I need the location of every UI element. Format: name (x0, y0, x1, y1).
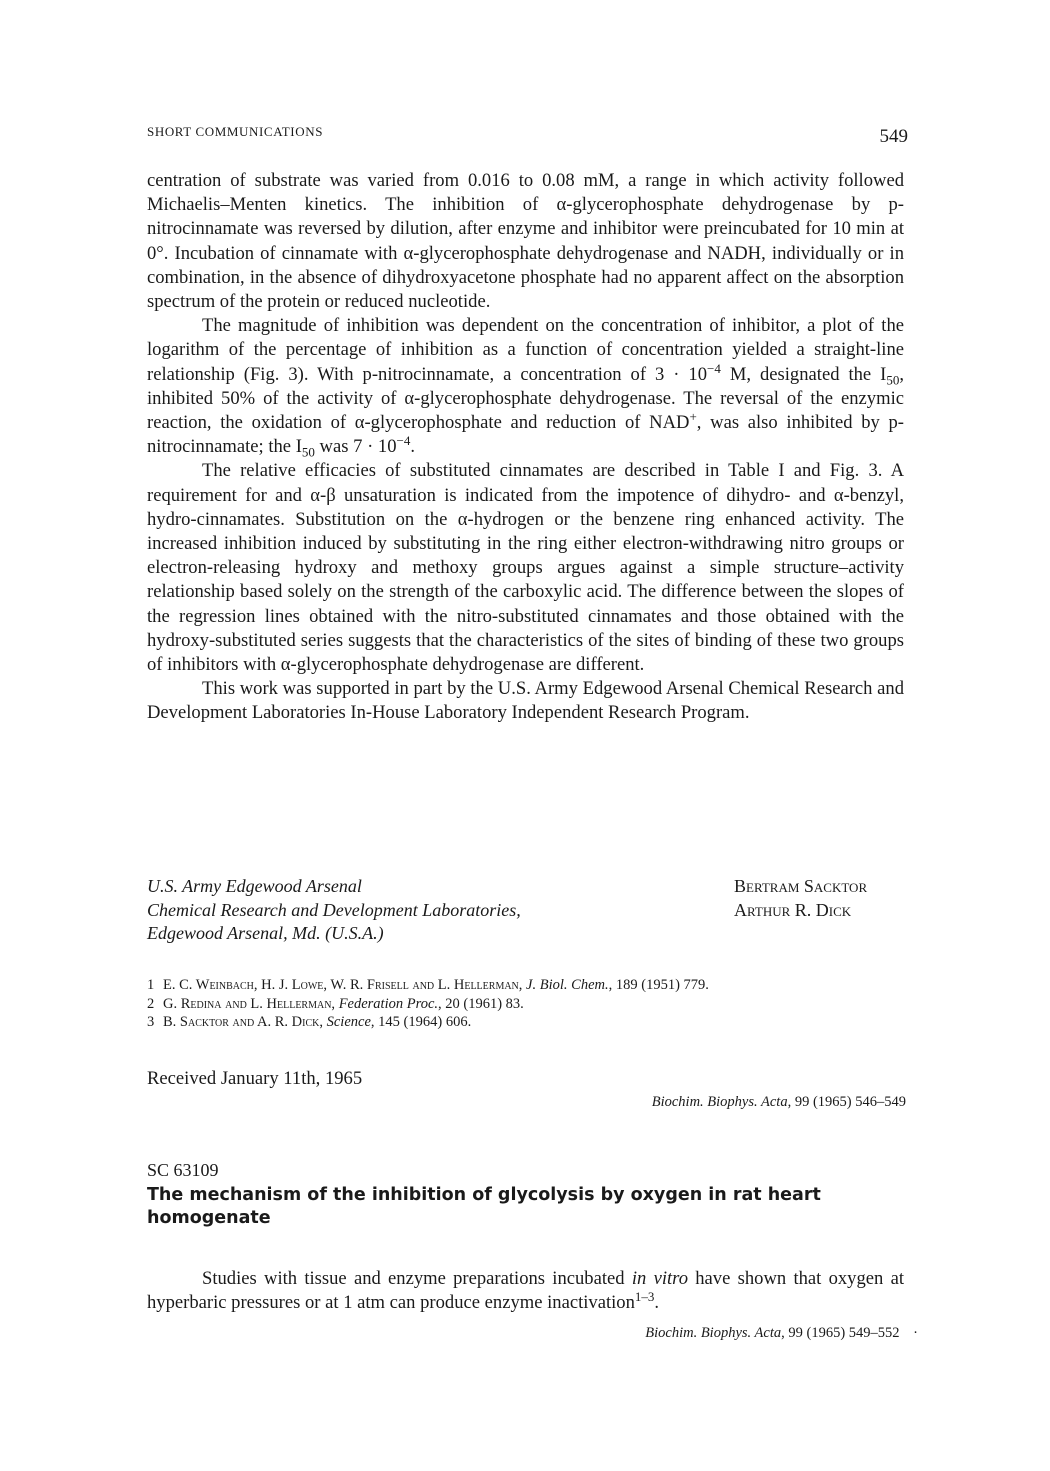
paragraph-1: centration of substrate was varied from 0.016 to 0.08 mM, a range in which activity followed Michaelis–Menten kinetics. The inhibition of α-glycerophosphate dehydrogenase by p-nitrocinnamate was reversed by dilution, after enzyme and inhibitor were preincubated for 10 min at 0°. Incubation of cinnamate with α-glycerophosphate dehydrogenase and NADH, individually or in combination, in the absence of dihydroxyacetone phosphate had no apparent affect on the absorption spectrum of the protein or reduced nucleotide. (147, 170, 904, 313)
reference-number: 1 (147, 977, 155, 993)
institution (147, 875, 521, 946)
reference-authors: E. C. Weinbach, H. J. Lowe, W. R. Frisell and L. Hellerman, (163, 977, 523, 993)
intro-text-a: Studies with tissue and enzyme preparations incubated (202, 1268, 632, 1289)
paragraph-2 (147, 314, 904, 459)
page-number: 549 (879, 126, 908, 147)
intro-text-c: . (654, 1292, 660, 1314)
citation-journal: Biochim. Biophys. Acta (651, 1094, 788, 1110)
intro-text-b: have shown that oxygen at hyperbaric pressures or at 1 atm can produce enzyme inactivation (147, 1268, 904, 1314)
reference-number: 3 (147, 1014, 155, 1030)
running-head (147, 124, 908, 148)
subscript: 50 (301, 444, 315, 460)
p2-text-b: M, designated the I (720, 363, 887, 385)
received-date: Received January 11th, 1965 (147, 1068, 363, 1089)
exponent: −4 (707, 360, 721, 376)
p2-text-d: , was also inhibited by p-nitrocinnamate; the I (147, 412, 904, 458)
stray-mark: · (913, 1325, 918, 1341)
reference-superscript: 1–3 (634, 1289, 655, 1305)
institution-line: Edgewood Arsenal, Md. (U.S.A.) (147, 923, 384, 943)
reference-details: , 20 (1961) 83. (438, 995, 524, 1012)
p2-text-c: , inhibited 50% of the activity of α-glycerophosphate dehydrogenase. The reversal of the enzymic reaction, the oxidation of α-glycerophosphate and reduction of NAD (147, 363, 904, 434)
reference-journal: Science (326, 1014, 371, 1030)
superscript: + (689, 408, 697, 424)
article-body (147, 169, 904, 726)
reference-list (147, 976, 907, 1032)
reference-authors: G. Redina and L. Hellerman, (163, 995, 336, 1012)
reference-details: , 189 (1951) 779. (608, 977, 709, 993)
subscript: 50 (886, 372, 900, 388)
reference-details: , 145 (1964) 606. (370, 1014, 472, 1030)
reference-journal: Federation Proc. (338, 995, 439, 1012)
citation-details: , 99 (1965) 546–549 (787, 1094, 906, 1110)
article-intro (147, 1267, 904, 1315)
section-title: SHORT COMMUNICATIONS (147, 124, 324, 139)
journal-citation (645, 1325, 918, 1342)
article-code: SC 63109 (147, 1160, 219, 1180)
author-name: Bertram Sacktor (734, 876, 868, 896)
institution-line: U.S. Army Edgewood Arsenal (147, 876, 362, 896)
reference-item (147, 976, 907, 995)
exponent: −4 (396, 433, 411, 449)
author-name: Arthur R. Dick (734, 899, 852, 920)
citation-journal: Biochim. Biophys. Acta (645, 1325, 782, 1341)
reference-authors: B. Sacktor and A. R. Dick, (163, 1014, 323, 1030)
p2-text-f: . (410, 436, 416, 458)
citation-details: , 99 (1965) 549–552 (781, 1325, 900, 1341)
paragraph-acknowledgment: This work was supported in part by the U.S. Army Edgewood Arsenal Chemical Research and Development Laboratories In-House Laboratory Independent Research Program. (147, 678, 904, 724)
institution-line: Chemical Research and Development Laboratories, (147, 899, 521, 920)
p2-text-e: was 7 · 10 (314, 436, 397, 458)
reference-number: 2 (147, 995, 155, 1012)
intro-italic: in vitro (631, 1268, 688, 1289)
p2-text-a: The magnitude of inhibition was dependent on the concentration of inhibitor, a plot of the logarithm of the percentage of inhibition as a function of concentration yielded a straight-line relationship (Fig. 3). With p-nitrocinnamate, a concentration of 3 · 10 (147, 315, 904, 385)
reference-journal: J. Biol. Chem. (526, 977, 609, 993)
author-list (734, 875, 867, 922)
intro-paragraph (147, 1267, 904, 1315)
journal-citation (652, 1094, 906, 1111)
paragraph-3: The relative efficacies of substituted cinnamates are described in Table I and Fig. 3. A requirement for and α-β unsaturation is indicated from the impotence of dihydro- and α-benzyl, hydro-cinnamates. Substitution on the α-hydrogen or the benzene ring enhanced activity. The increased inhibition induced by substituting in the ring either electron-withdrawing nitro groups or electron-releasing hydroxy and methoxy groups argues against a simple structure–activity relationship based solely on the strength of the carboxylic acid. The difference between the slopes of the regression lines obtained with the nitro-substituted cinnamates and those obtained with the hydroxy-substituted series suggests that the characteristics of the sites of binding of these two groups of inhibitors with α-glycerophosphate dehydrogenase are different. (147, 460, 904, 676)
reference-item (147, 1013, 907, 1032)
reference-item (147, 995, 907, 1014)
article-title: The mechanism of the inhibition of glycolysis by oxygen in rat heart homogenate (147, 1185, 821, 1228)
